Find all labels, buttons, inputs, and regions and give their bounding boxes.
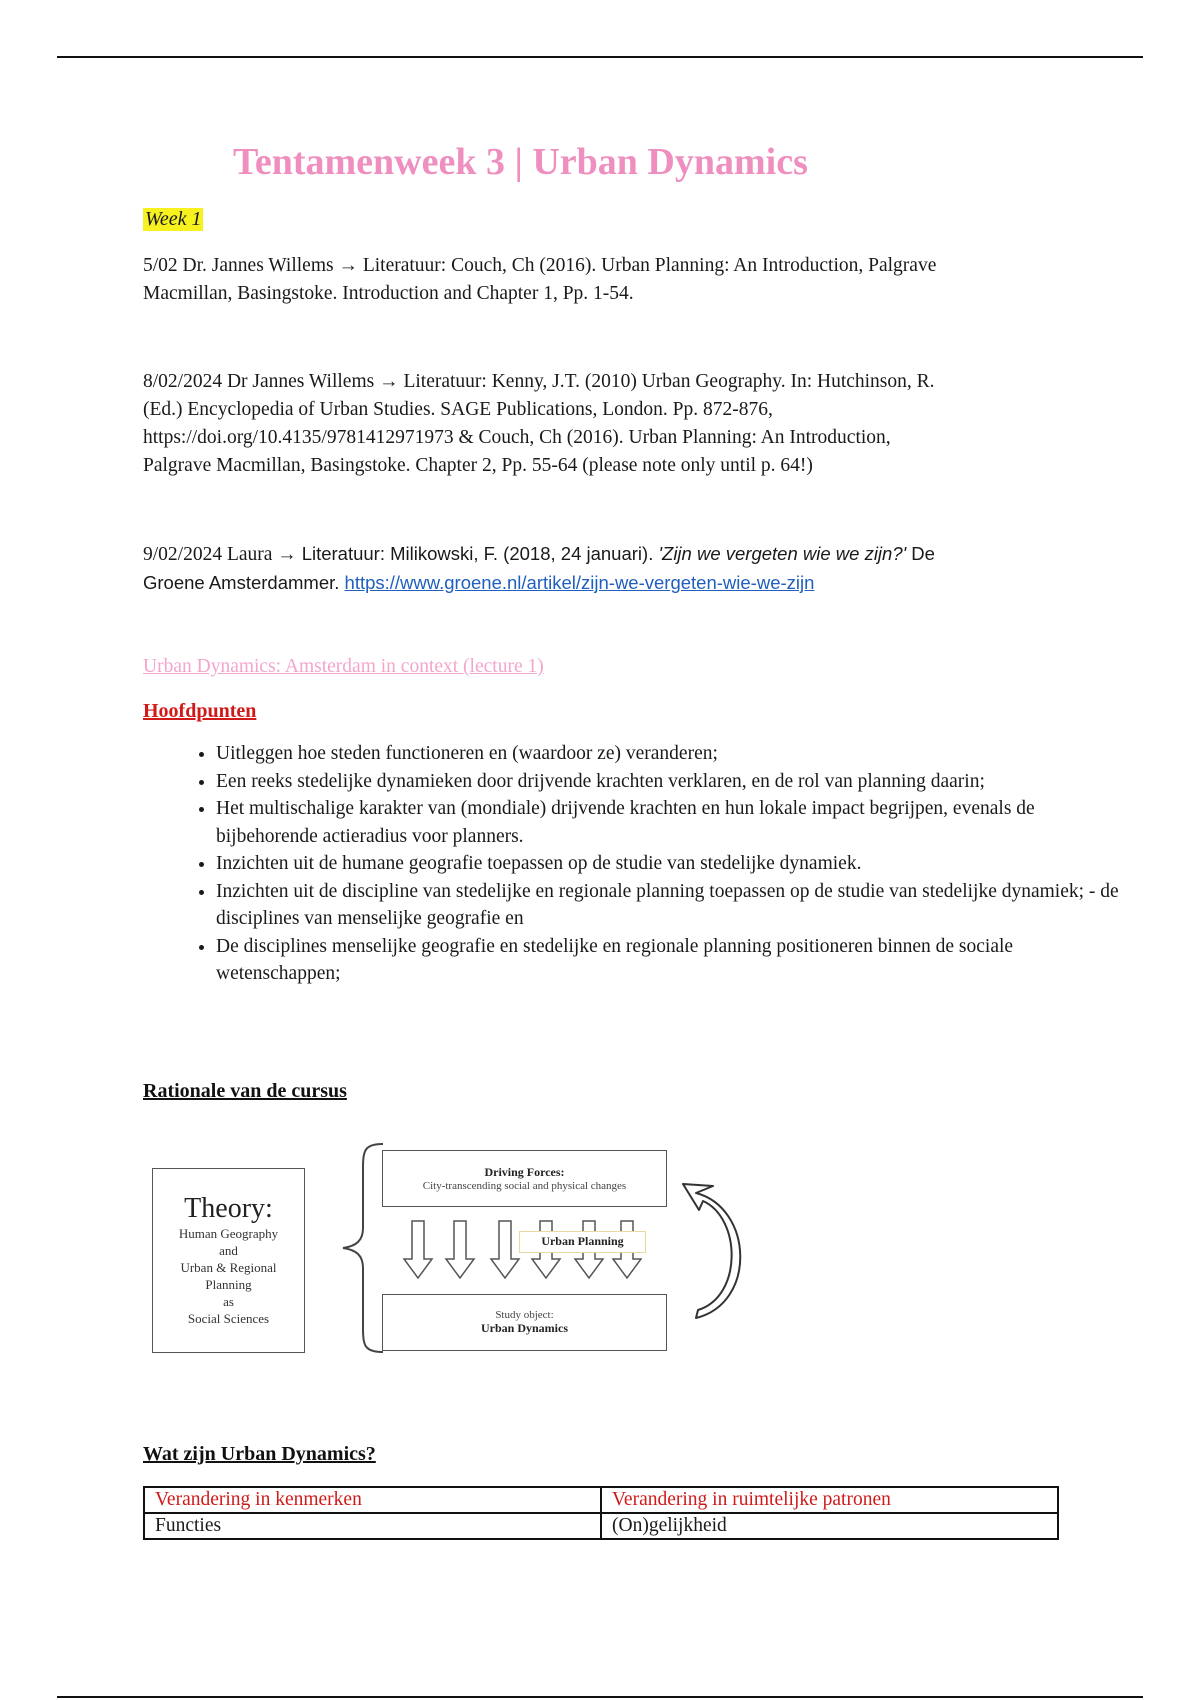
down-arrow-icon: [404, 1221, 432, 1278]
brace-shape: [343, 1144, 383, 1352]
urban-planning-label: Urban Planning: [519, 1231, 646, 1253]
groene-article-link[interactable]: https://www.groene.nl/artikel/zijn-we-vergeten-wie-we-zijn: [344, 572, 815, 593]
list-item: • Inzichten uit de humane geografie toepassen op de studie van stedelijke dynamiek.: [216, 850, 1136, 878]
top-rule: [57, 56, 1143, 58]
entry-2-line-1: 8/02/2024 Dr Jannes Willems → Literatuur: Kenny, J.T. (2010) Urban Geography. In: Hutchinson, R.: [143, 371, 935, 392]
entry-3-text-b: De: [906, 543, 935, 564]
table-cell: (On)gelijkheid: [601, 1513, 1058, 1539]
list-item: • De disciplines menselijke geografie en stedelijke en regionale planning positioneren binnen de sociale wetenschappen;: [216, 933, 1136, 988]
down-arrow-icon: [491, 1221, 519, 1278]
theory-line: and: [219, 1243, 238, 1258]
list-item: • Het multischalige karakter van (mondiale) drijvende krachten en hun lokale impact begrijpen, evenals de bijbehorende actieradius voor planners.: [216, 795, 1136, 850]
urban-dynamics-table: [143, 1486, 1059, 1540]
table-header-cell: Verandering in kenmerken: [144, 1487, 601, 1513]
entry-1-line-2: Macmillan, Basingstoke. Introduction and Chapter 1, Pp. 1-54.: [143, 283, 634, 304]
rationale-heading: Rationale van de cursus: [143, 1080, 347, 1102]
literature-entry-3: [143, 540, 1059, 598]
down-arrow-icon: [446, 1221, 474, 1278]
list-item: • Inzichten uit de discipline van stedelijke en regionale planning toepassen op de studie van stedelijke dynamiek; - de disciplines van menselijke geografie en: [216, 878, 1136, 933]
theory-line: as: [223, 1294, 234, 1309]
theory-line: Human Geography: [178, 1226, 279, 1241]
study-object-box: [382, 1294, 667, 1351]
theory-line: Planning: [205, 1277, 252, 1292]
entry-2-line-2: (Ed.) Encyclopedia of Urban Studies. SAGE Publications, London. Pp. 872-876,: [143, 399, 773, 420]
table-row: [144, 1513, 1058, 1539]
hoofdpunten-heading: Hoofdpunten: [143, 700, 257, 722]
list-item: • Uitleggen hoe steden functioneren en (waardoor ze) veranderen;: [216, 740, 1136, 768]
literature-entry-2: [143, 368, 1059, 480]
table-header-row: [144, 1487, 1058, 1513]
theory-line: Urban & Regional: [180, 1260, 277, 1275]
bottom-rule: [57, 1696, 1143, 1698]
theory-box: [152, 1168, 305, 1353]
urban-dynamics-heading: Wat zijn Urban Dynamics?: [143, 1443, 376, 1465]
lecture-title: Urban Dynamics: Amsterdam in context (lecture 1): [143, 656, 544, 677]
driving-forces-title: Driving Forces:: [484, 1165, 565, 1179]
entry-2-line-4: Palgrave Macmillan, Basingstoke. Chapter 2, Pp. 55-64 (please note only until p. 64!): [143, 455, 813, 476]
literature-entry-1: [143, 252, 1059, 308]
feedback-arrow-icon: [683, 1184, 740, 1318]
driving-forces-subtitle: City-transcending social and physical changes: [422, 1180, 627, 1192]
theory-line: Social Sciences: [187, 1311, 270, 1326]
entry-1-line-1: 5/02 Dr. Jannes Willems → Literatuur: Couch, Ch (2016). Urban Planning: An Introduction, Palgrave: [143, 255, 937, 276]
course-rationale-diagram: [143, 1128, 783, 1378]
document-title: Tentamenweek 3 | Urban Dynamics: [233, 141, 808, 183]
table-cell: Functies: [144, 1513, 601, 1539]
theory-title: Theory:: [184, 1193, 273, 1224]
driving-forces-box: [382, 1150, 667, 1207]
entry-3-text-c: Groene Amsterdammer.: [143, 572, 345, 593]
entry-3-text-a: Literatuur: Milikowski, F. (2018, 24 januari).: [301, 543, 659, 564]
week-label: Week 1: [145, 208, 202, 230]
hoofdpunten-list: [143, 740, 1136, 988]
study-object-label: Study object:: [495, 1309, 554, 1321]
list-item: • Een reeks stedelijke dynamieken door drijvende krachten verklaren, en de rol van planning daarin;: [216, 768, 1136, 796]
entry-3-prefix: 9/02/2024 Laura →: [143, 544, 302, 565]
table-header-cell: Verandering in ruimtelijke patronen: [601, 1487, 1058, 1513]
entry-2-line-3: https://doi.org/10.4135/9781412971973 & Couch, Ch (2016). Urban Planning: An Introduction,: [143, 427, 891, 448]
study-object-title: Urban Dynamics: [480, 1321, 568, 1335]
entry-3-italic-title: 'Zijn we vergeten wie we zijn?': [658, 543, 907, 564]
